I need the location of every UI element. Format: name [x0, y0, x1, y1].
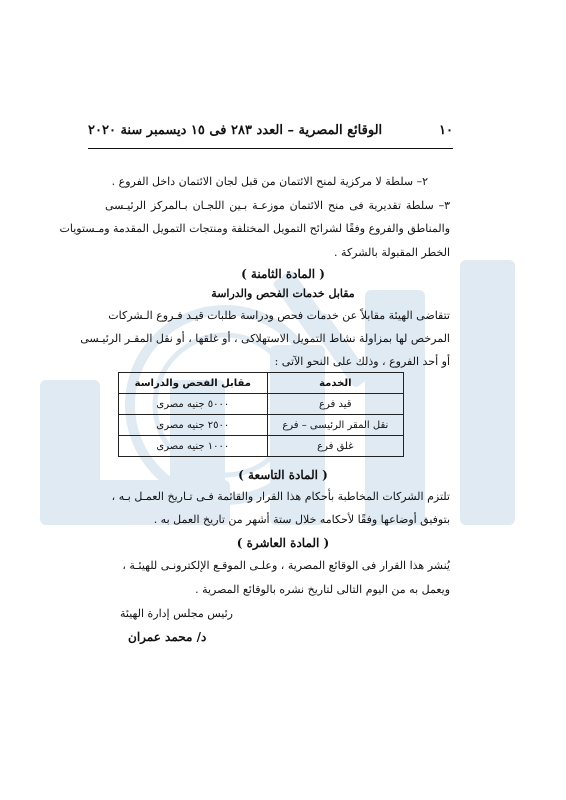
- article-10-para-line-1: يُنشر هذا القرار فى الوقائع المصرية ، وعلـى الموقـع الإلكترونـى للهيئـة ،: [122, 559, 450, 572]
- fee-cell: ٢٥٠٠ جنيه مصرى: [119, 415, 268, 436]
- header-fee: مقابل الفحص والدراسة: [119, 373, 268, 394]
- fee-cell: ١٠٠٠ جنيه مصرى: [119, 436, 268, 457]
- gazette-title: الوقائع المصرية – العدد ٢٨٣ فى ١٥ ديسمبر سنة ٢٠٢٠: [88, 123, 383, 138]
- fee-cell: ٥٠٠٠ جنيه مصرى: [119, 394, 268, 415]
- item-3-line-1: ٣– سلطة تقديرية فى منح الائتمان موزعـة بـين اللجـان بـالمركز الرئيـسى: [105, 199, 450, 212]
- item-2: ٢– سلطة لا مركزية لمنح الائتمان من قبل لجان الائتمان داخل الفروع .: [111, 175, 428, 188]
- article-9-para-line-1: تلتزم الشركات المخاطبة بأحكام هذا القرار والقائمة فـى تـاريخ العمـل بـه ،: [111, 490, 450, 503]
- signatory-title: رئيس مجلس إدارة الهيئة: [120, 607, 233, 620]
- article-8-para-line-1: تتقاضى الهيئة مقابلاً عن خدمات فحص ودراسة طلبات قيـد فـروع الـشركات: [108, 309, 450, 322]
- article-10-para-line-2: ويعمل به من اليوم التالى لتاريخ نشره بالوقائع المصرية .: [195, 583, 450, 596]
- page-header: [88, 123, 453, 145]
- table-row: [119, 436, 404, 457]
- header-divider: [88, 148, 453, 149]
- table-row: [119, 415, 404, 436]
- article-10-heading: ( المادة العاشرة ): [236, 536, 330, 550]
- service-cell: قيد فرع: [267, 394, 403, 415]
- header-service: الخدمة: [267, 373, 403, 394]
- fees-table: [118, 372, 404, 457]
- article-9-heading: ( المادة التاسعة ): [238, 468, 328, 482]
- table-row: [119, 394, 404, 415]
- article-8-para-line-2: المرخص لها بمزاولة نشاط التمويل الاستهلاكى ، أو غلقها ، أو نقل المقـر الرئيـسى: [80, 332, 450, 345]
- service-cell: غلق فرع: [267, 436, 403, 457]
- article-9-para-line-2: بتوفيق أوضاعها وفقًا لأحكامه خلال ستة أشهر من تاريخ العمل به .: [153, 513, 450, 526]
- item-3-line-2: والمناطق والفروع وفقًا لشرائح التمويل المختلفة ومنتجات التمويل المقدمة ومـستويات: [59, 222, 450, 235]
- article-8-subheading: مقابل خدمات الفحص والدراسة: [211, 287, 355, 300]
- article-8-para-line-3: أو أحد الفروع ، وذلك على النحو الآتى :: [274, 355, 450, 368]
- article-8-heading: ( المادة الثامنة ): [241, 267, 325, 281]
- service-cell: نقل المقر الرئيسى – فرع: [267, 415, 403, 436]
- item-3-line-3: الخطر المقبولة بالشركة .: [334, 246, 450, 259]
- page-number: ١٠: [439, 123, 453, 138]
- table-header-row: [119, 373, 404, 394]
- signatory-name: د/ محمد عمران: [128, 630, 207, 644]
